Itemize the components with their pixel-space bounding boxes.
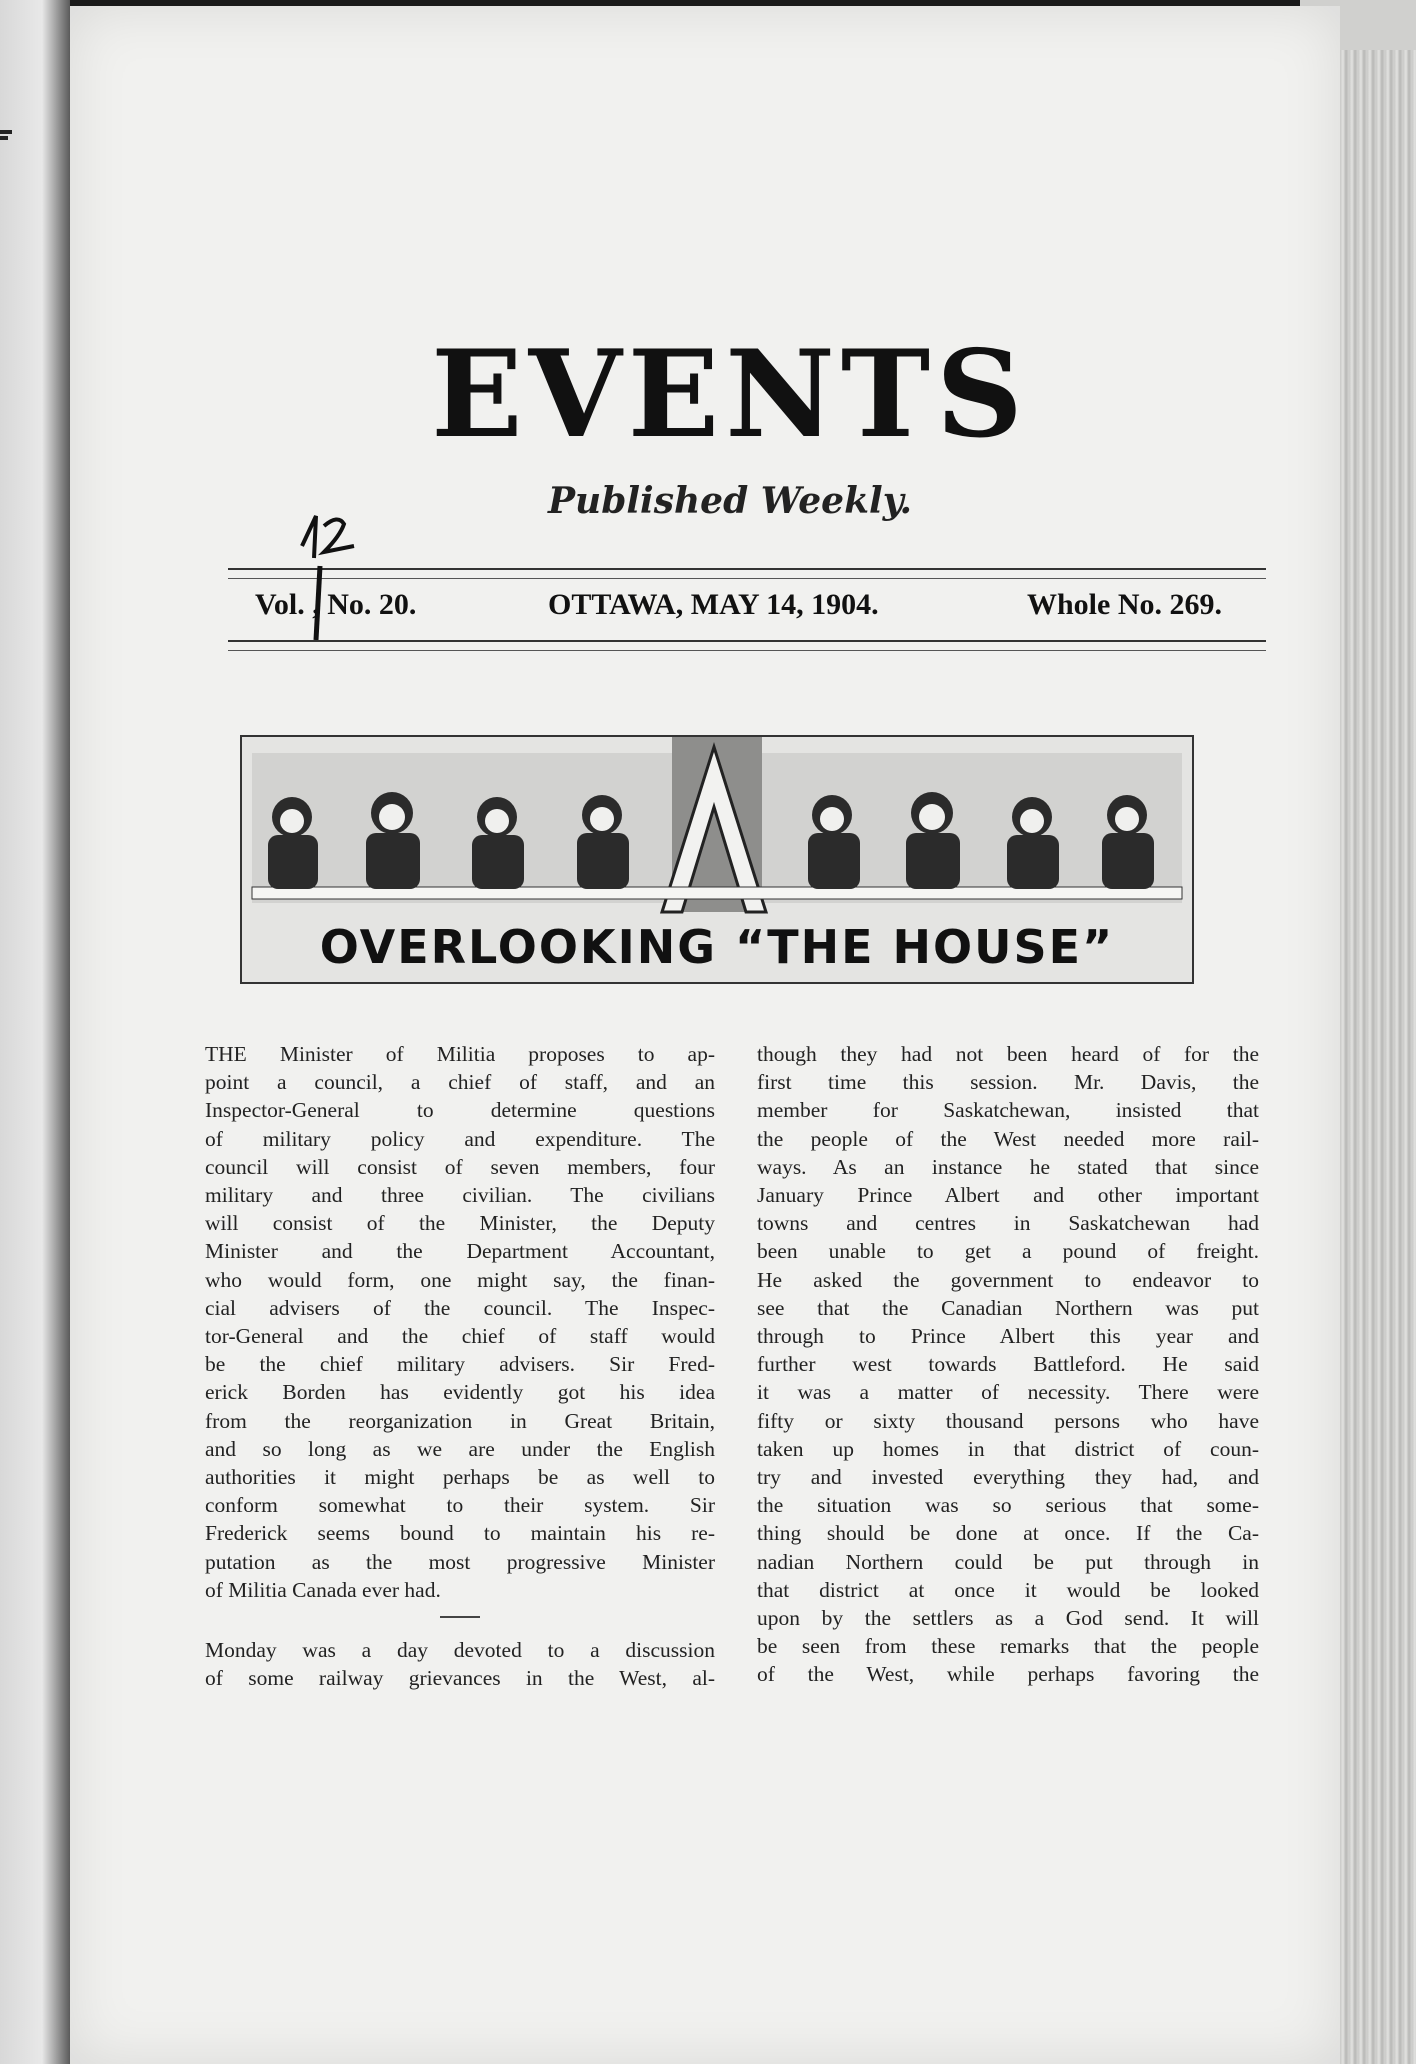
- masthead-subtitle: Published Weekly.: [547, 480, 913, 522]
- article-line: of the West, while perhaps favoring the: [757, 1662, 1259, 1687]
- article-line: He asked the government to endeavor to: [757, 1267, 1259, 1292]
- article-line: cial advisers of the council. The Inspec-: [205, 1295, 715, 1320]
- page-stack-edge: [1340, 50, 1416, 2064]
- article-line: point a council, a chief of staff, and an: [205, 1070, 715, 1095]
- article-line: who would form, one might say, the finan-: [205, 1267, 715, 1292]
- article-line: nadian Northern could be put through in: [757, 1549, 1259, 1574]
- magazine-page: [70, 6, 1340, 2064]
- masthead-title: EVENTS: [431, 324, 1029, 465]
- article-line: of military policy and expenditure. The: [205, 1126, 715, 1151]
- article-paragraph-2-continued: [757, 1040, 1259, 1689]
- article-line: been unable to get a pound of freight.: [757, 1239, 1259, 1264]
- article-line: authorities it might perhaps be as well to: [205, 1465, 715, 1490]
- article-line: first time this session. Mr. Davis, the: [757, 1070, 1259, 1095]
- volume-number: Vol. , No. 20.: [255, 588, 417, 621]
- dateline: OTTAWA, MAY 14, 1904.: [548, 588, 879, 621]
- article-paragraph-2: [205, 1636, 715, 1692]
- article-line: that district at once it would be looked: [757, 1577, 1259, 1602]
- article-line: THE Minister of Militia proposes to ap-: [205, 1042, 715, 1066]
- article-line: putation as the most progressive Minister: [205, 1549, 715, 1574]
- article-line: ways. As an instance he stated that since: [757, 1154, 1259, 1179]
- article-line: from the reorganization in Great Britain,: [205, 1408, 715, 1433]
- whole-number: Whole No. 269.: [1027, 588, 1222, 621]
- article-line: council will consist of seven members, four: [205, 1154, 715, 1179]
- article-line: the situation was so serious that some-: [757, 1493, 1259, 1518]
- article-line: tor-General and the chief of staff would: [205, 1324, 715, 1349]
- article-line: conform somewhat to their system. Sir: [205, 1493, 715, 1518]
- article-line: towns and centres in Saskatchewan had: [757, 1211, 1259, 1236]
- article-line: the people of the West needed more rail-: [757, 1126, 1259, 1151]
- article-line: thing should be done at once. If the Ca-: [757, 1521, 1259, 1546]
- article-line: fifty or sixty thousand persons who have: [757, 1408, 1259, 1433]
- article-line: member for Saskatchewan, insisted that: [757, 1098, 1259, 1123]
- article-line: will consist of the Minister, the Deputy: [205, 1211, 715, 1236]
- issue-line: [255, 588, 1255, 634]
- article-line: further west towards Battleford. He said: [757, 1352, 1259, 1377]
- article-line: January Prince Albert and other important: [757, 1183, 1259, 1208]
- article-line: see that the Canadian Northern was put: [757, 1295, 1259, 1320]
- binding-edge-left: [0, 0, 70, 2064]
- article-line: erick Borden has evidently got his idea: [205, 1380, 715, 1405]
- article-line: taken up homes in that district of coun-: [757, 1436, 1259, 1461]
- article-line: Frederick seems bound to maintain his re-: [205, 1521, 715, 1546]
- binding-mark: [0, 136, 8, 140]
- article-line: and so long as we are under the English: [205, 1436, 715, 1461]
- article-line: though they had not been heard of for the: [757, 1042, 1259, 1066]
- article-column-right: [757, 1040, 1259, 1689]
- article-line: of some railway grievances in the West, al-: [205, 1666, 715, 1691]
- article-line: be seen from these remarks that the people: [757, 1634, 1259, 1659]
- top-double-rule: [228, 568, 1266, 579]
- handwritten-volume-mark: [298, 512, 368, 642]
- illustration-caption: OVERLOOKING “THE HOUSE”: [319, 920, 1115, 974]
- article-line: Monday was a day devoted to a discussion: [205, 1638, 715, 1663]
- article-column-left: [205, 1040, 715, 1692]
- article-line: it was a matter of necessity. There were: [757, 1380, 1259, 1405]
- article-line: be the chief military advisers. Sir Fred-: [205, 1352, 715, 1377]
- article-line: upon by the settlers as a God send. It will: [757, 1606, 1259, 1631]
- article-paragraph-1: [205, 1040, 715, 1604]
- article-line: through to Prince Albert this year and: [757, 1324, 1259, 1349]
- article-line: Inspector-General to determine questions: [205, 1098, 715, 1123]
- article-line: military and three civilian. The civilians: [205, 1183, 715, 1208]
- article-line: Minister and the Department Accountant,: [205, 1239, 715, 1264]
- binding-mark: [0, 130, 12, 134]
- header-illustration: [240, 735, 1194, 984]
- section-separator: [440, 1616, 480, 1618]
- bottom-double-rule: [228, 640, 1266, 651]
- article-line: of Militia Canada ever had.: [205, 1577, 441, 1602]
- article-line: try and invested everything they had, and: [757, 1465, 1259, 1490]
